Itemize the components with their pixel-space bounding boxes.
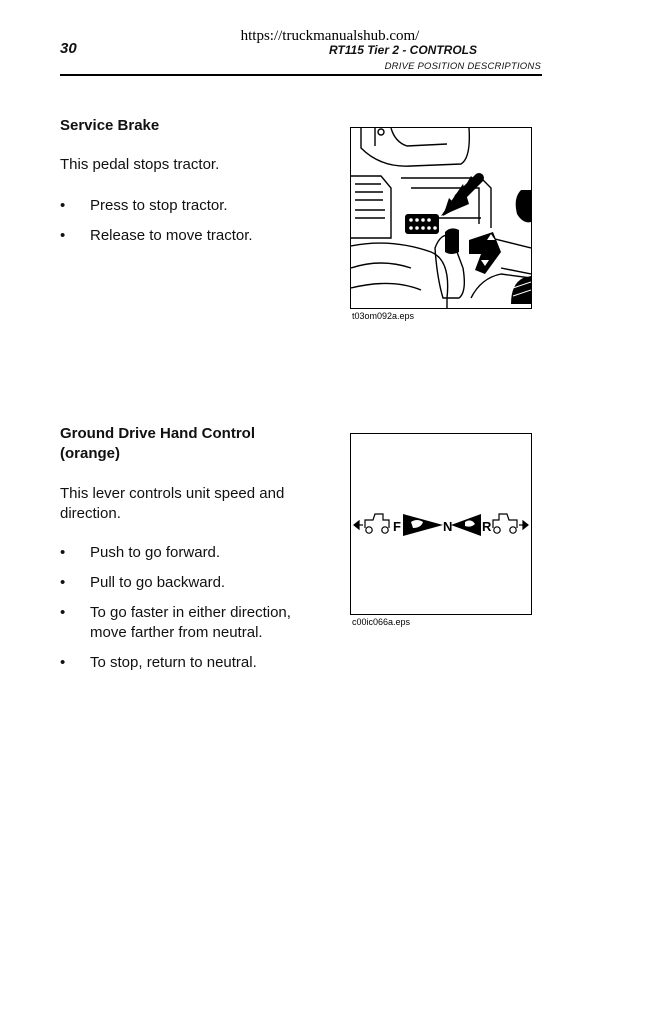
bullet-icon: • bbox=[60, 654, 66, 671]
brake-pedal-illustration bbox=[351, 128, 531, 308]
bullet-icon: • bbox=[60, 197, 66, 214]
service-brake-bullets bbox=[60, 196, 325, 256]
list-item: • To go faster in either direction, move farther from neutral. bbox=[60, 604, 291, 641]
ground-drive-bullets bbox=[60, 543, 325, 683]
service-brake-figure bbox=[350, 127, 532, 309]
list-item: • Push to go forward. bbox=[60, 544, 221, 561]
ground-drive-figure-caption: c00ic066a.eps bbox=[352, 617, 411, 627]
bullet-icon: • bbox=[60, 604, 66, 621]
forward-wedge bbox=[403, 514, 443, 536]
source-url[interactable]: https://truckmanualshub.com/ bbox=[240, 28, 420, 44]
ground-drive-decal bbox=[351, 434, 531, 614]
list-item: • Release to move tractor. bbox=[60, 227, 253, 244]
ground-drive-description: This lever controls unit speed and direction. bbox=[60, 485, 285, 522]
reverse-label: R bbox=[482, 519, 492, 534]
list-item: • Press to stop tractor. bbox=[60, 197, 228, 214]
page-number: 30 bbox=[60, 40, 77, 57]
neutral-label: N bbox=[443, 519, 453, 534]
forward-label: F bbox=[393, 519, 401, 534]
header-subtitle: DRIVE POSITION DESCRIPTIONS bbox=[384, 61, 541, 72]
ground-drive-figure bbox=[350, 433, 532, 615]
header-title: RT115 Tier 2 - CONTROLS bbox=[328, 43, 477, 57]
service-brake-description: This pedal stops tractor. bbox=[60, 156, 220, 173]
header-rule bbox=[60, 74, 542, 76]
ground-drive-title: Ground Drive Hand Control (orange) bbox=[60, 425, 255, 462]
service-brake-title: Service Brake bbox=[60, 117, 160, 134]
service-brake-figure-caption: t03om092a.eps bbox=[352, 311, 415, 321]
bullet-icon: • bbox=[60, 227, 66, 244]
bullet-icon: • bbox=[60, 544, 66, 561]
list-item: • To stop, return to neutral. bbox=[60, 654, 257, 671]
bullet-icon: • bbox=[60, 574, 66, 591]
list-item: • Pull to go backward. bbox=[60, 574, 226, 591]
